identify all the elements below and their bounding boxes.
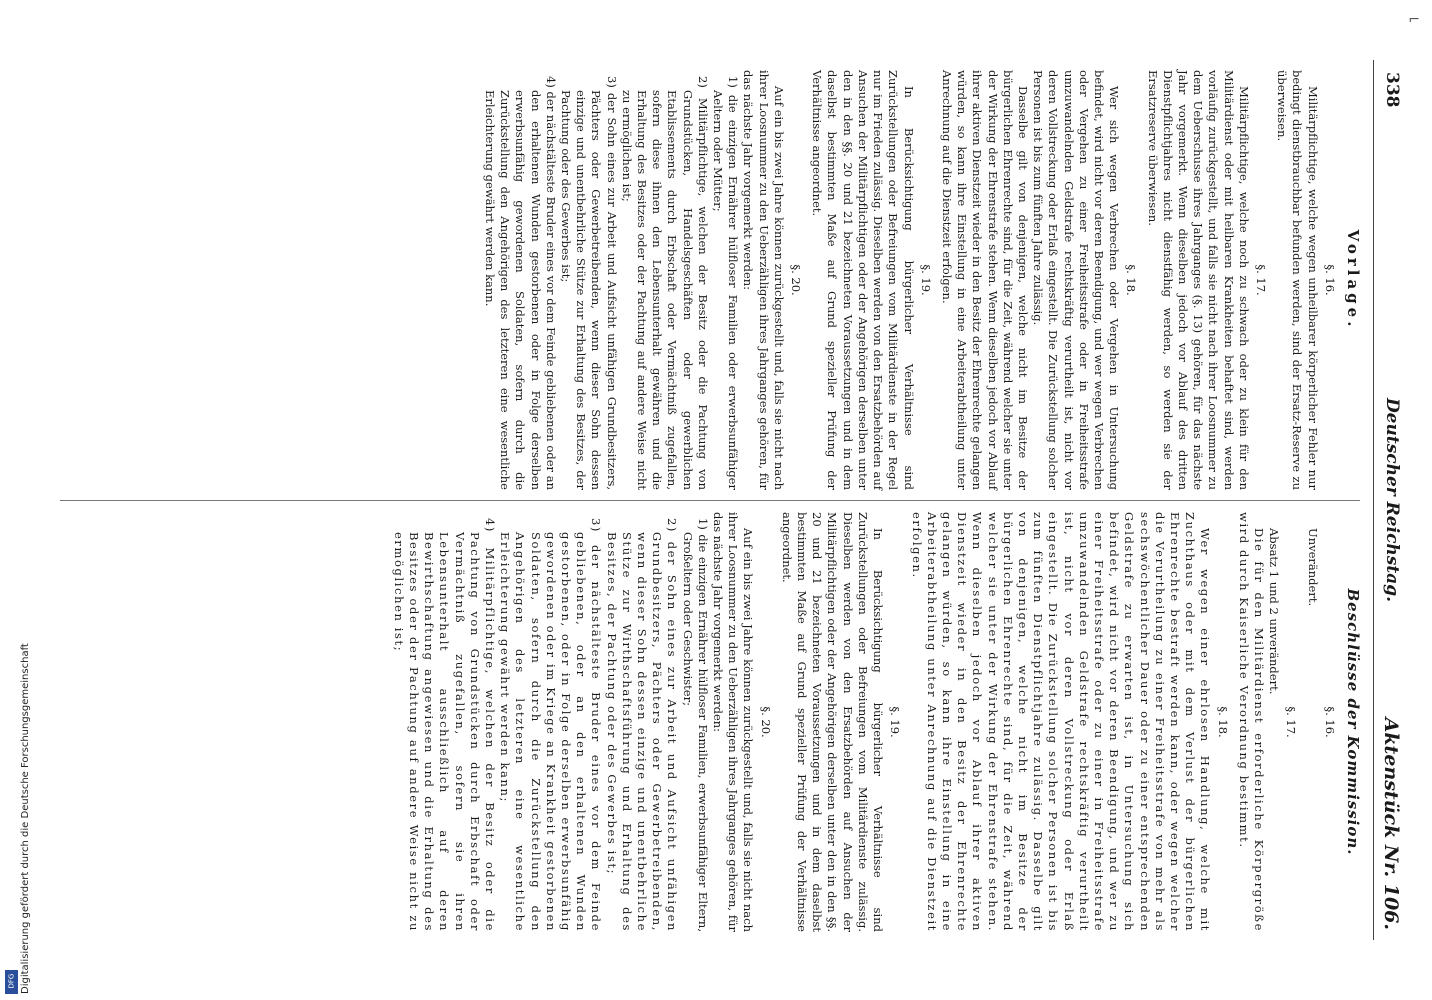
section-number: §. 20.	[758, 706, 773, 738]
section-text: Militärpflichtige, welche noch zu schwach oder zu klein für den Militärdienst oder mit heilbaren Krankheiten behaftet sind, werden vorläufig zurückgestellt, und falls sie nicht nach ihrer Loosnummer zu dem Ueberschusse ihres Jahrganges (§. 13) gehören, für das nächste Jahr vorgemerkt. Wenn dieselben jedoch vor Ablauf des dritten Dienstpflichtjahres nicht dienstfähig werden, so werden sie der Ersatzreserve überwiesen.	[1145, 70, 1251, 490]
scan-corner-mark: ⌐	[1408, 12, 1420, 28]
list-item: 1) die einzigen Ernährer hülfloser Familien oder erwerbsunfähiger Aeltern oder Mütter;	[711, 76, 741, 490]
section-text: Die für den Militärdienst erforderliche Körpergröße wird durch Kaiserliche Verordnung bestimmt.	[1236, 512, 1266, 932]
section-number: §. 16.	[1322, 264, 1337, 296]
right-column	[391, 512, 1360, 932]
section-text: In Berücksichtigung bürgerlicher Verhältnisse sind Zurückstellungen oder Befreiungen vom Militärdienste in der Regel nur im Frieden zulässig. Dieselben werden von den Ersatzbehörden auf Ansuchen der Militärpflichtigen oder der Angehörigen derselben unter den in den §§. 20 und 21 bezeichneten Voraussetzungen und in dem daselbst bestimmten Maße auf Grund spezieller Prüfung der Verhältnisse angeordnet.	[810, 70, 916, 490]
section-text: Dasselbe gilt von denjenigen, welche nicht im Besitze der bürgerlichen Ehrenrechte sind, für die Zeit, während welcher sie unter der Wirkung der Ehrenstrafe stehen. Wenn dieselben jedoch vor Ablauf ihrer aktiven Dienstzeit wieder in den Besitz der Ehrenrechte gelangen würden, so kann ihre Einstellung in eine Arbeiterabtheilung unter Anrechnung auf die Dienstzeit erfolgen.	[939, 70, 1030, 490]
list-item: 4) der nächstälteste Bruder eines vor dem Feinde gebliebenen oder an den erhaltenen Wunden gestorbenen oder in Folge derselben erwerbsunfähig gewordenen Soldaten, sofern durch die Zurückstellung den Angehörigen des letzteren eine wesentliche Erleichterung gewährt werden kann.	[483, 76, 558, 490]
section-text: Wer wegen einer ehrlosen Handlung, welche mit Zuchthaus oder mit dem Verlust der bürgerlichen Ehrenrechte bestraft werden kann, oder wegen welcher die Verurtheilung zu einer Freiheitsstrafe von mehr als sechswöchentlicher Dauer oder zu einer entsprechenden Geldstrafe zu erwarten ist, in Untersuchung sich befindet, wird nicht vor deren Beendigung, und wer zu einer Freiheitsstrafe oder zu einer in Freiheitsstrafe umzuwandelnden Geldstrafe rechtskräftig verurtheilt ist, nicht vor deren Vollstreckung oder Erlaß eingestellt. Die Zurückstellung solcher Personen ist bis zum fünften Dienstpflichtjahre zulässig. Dasselbe gilt von denjenigen, welche nicht im Besitze der bürgerlichen Ehrenrechte sind, für die Zeit, während welcher sie unter der Wirkung der Ehrenstrafe stehen. Wenn dieselben jedoch vor Ablauf ihrer aktiven Dienstzeit wieder in den Besitz der Ehrenrechte gelangen würden, so kann ihre Einstellung in eine Arbeiterabtheilung unter Anrechnung auf die Dienstzeit erfolgen.	[909, 512, 1213, 932]
column-divider	[60, 500, 1360, 501]
section-number: §. 18.	[1215, 706, 1230, 738]
header-rule	[1373, 60, 1374, 940]
section-number: §. 17.	[1284, 706, 1299, 738]
section-number: §. 19.	[918, 264, 933, 296]
dfg-logo-icon	[5, 970, 18, 994]
section-number: §. 18.	[1124, 264, 1139, 296]
section-number: §. 19.	[888, 706, 903, 738]
section-number: §. 20.	[789, 264, 804, 296]
list-item: 4) Militärpflichtige, welchen der Besitz oder die Pachtung von Grundstücken durch Erbschaft oder Vermächtniß zugefallen, sofern sie ihren Lebensunterhalt ausschließlich auf deren Bewirthschaftung angewiesen und die Erhaltung des Besitzes oder der Pachtung auf andere Weise nicht zu ermöglichen ist;	[391, 518, 498, 932]
section-text: Auf ein bis zwei Jahre können zurückgestellt und, falls sie nicht nach ihrer Loosnummer zu den Ueberzähligen ihres Jahrganges gehören, für das nächste Jahr vorgemerkt werden:	[711, 512, 756, 932]
section-text: Absatz 1 und 2 unverändert.	[1267, 528, 1282, 695]
list-item: 1) die einzigen Ernährer hülfloser Familien, erwerbsunfähiger Eltern, Großeltern oder Geschwister;	[680, 518, 710, 932]
digitization-footer	[2, 0, 31, 1000]
list-item: 2) der Sohn eines zur Arbeit und Aufsicht unfähigen Grundbesitzers, Pächters oder Gewerbetreibenden, wenn dieser Sohn dessen einzige und unentbehrliche Stütze zur Wirthschaftsführung und Erhaltung des Besitzes, der Pachtung oder des Gewerbes ist;	[604, 518, 680, 932]
section-number: §. 16.	[1322, 706, 1337, 738]
section-text: Militärpflichtige, welche wegen unheilbarer körperlicher Fehler nur bedingt dienstbrauchbar befunden werden, sind der Ersatz-Reserve zu überweisen.	[1275, 70, 1320, 490]
section-text: In Berücksichtigung bürgerlicher Verhältnisse sind Zurückstellungen oder Befreiungen vom Militärdienste zulässig. Dieselben werden von den Ersatzbehörden auf Ansuchen der Militärpflichtigen oder der Angehörigen derselben unter den in den §§. 20 und 21 bezeichneten Voraussetzungen und in dem daselbst bestimmten Maße auf Grund spezieller Prüfung der Verhältnisse angeordnet.	[779, 512, 886, 932]
document-reference: Aktenstück Nr. 106.	[1380, 717, 1402, 930]
section-text: Wer sich wegen Verbrechen oder Vergehen in Untersuchung befindet, wird nicht vor deren Beendigung, und wer wegen Verbrechen oder Vergehen zu einer Freiheitsstrafe oder in Freiheitsstrafe umzuwandelnden Geldstrafe rechtskräftig verurtheilt ist, nicht vor deren Vollstreckung oder Erlaß eingestellt. Die Zurückstellung solcher Personen ist bis zum fünften Jahre zulässig.	[1031, 70, 1122, 490]
page-number: 338	[1382, 72, 1402, 108]
right-column-heading: Beschlüsse der Kommission.	[1344, 588, 1362, 856]
left-column	[482, 70, 1360, 490]
page-title: Deutscher Reichstag.	[1382, 397, 1402, 603]
list-item: 2) Militärpflichtige, welchen der Besitz oder die Pachtung von Grundstücken, Handelsgeschäften oder gewerblichen Etablissements durch Erbschaft oder Vermächtniß zugefallen, sofern diese ihnen den Lebensunterhalt gewähren und die Erhaltung des Besitzes oder der Pachtung auf andere Weise nicht zu ermöglichen ist;	[619, 76, 710, 490]
list-item: 3) der nächstälteste Bruder eines vor dem Feinde gebliebenen, oder an den erhaltenen Wunden gestorbenen, oder in Folge derselben erwerbsunfähig gewordenen oder im Kriege an Krankheit gestorbenen Soldaten, sofern durch die Zurückstellung den Angehörigen des letzteren eine wesentliche Erleichterung gewährt werden kann;	[498, 518, 604, 932]
list-item: 3) der Sohn eines zur Arbeit und Aufsicht unfähigen Grundbesitzers, Pächters oder Gewerbetreibenden, wenn dieser Sohn dessen einzige und unentbehrliche Stütze zur Erhaltung des Besitzes, der Pachtung oder des Gewerbes ist;	[559, 76, 619, 490]
left-column-heading: Vorlage.	[1344, 229, 1362, 331]
logo-label: DFG	[7, 973, 16, 989]
section-text: Auf ein bis zwei Jahre können zurückgestellt und, falls sie nicht nach ihrer Loosnummer zu den Ueberzähligen ihres Jahrganges gehören, für das nächste Jahr vorgemerkt werden:	[741, 70, 786, 490]
section-number: §. 17.	[1253, 264, 1268, 296]
funding-credit: Digitalisierung gefördert durch die Deutsche Forschungsgemeinschaft	[20, 643, 31, 994]
section-text: Unverändert.	[1305, 528, 1320, 607]
